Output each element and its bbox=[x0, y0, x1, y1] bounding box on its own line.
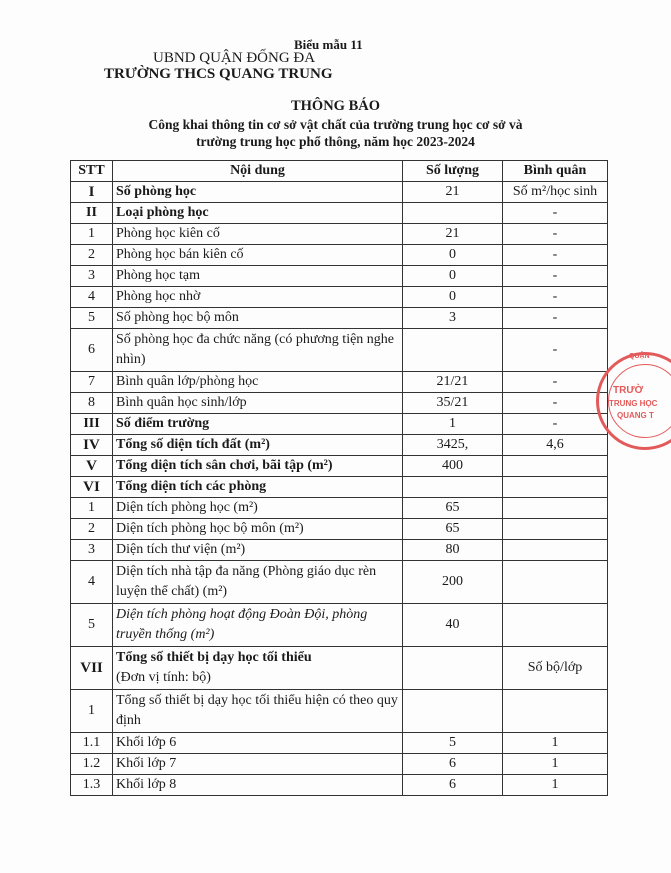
row-average: 1 bbox=[503, 775, 608, 796]
row-stt: 7 bbox=[71, 372, 113, 393]
row-stt: 1 bbox=[71, 224, 113, 245]
row-average: - bbox=[503, 287, 608, 308]
seal-text-line-3: QUANG T bbox=[617, 411, 654, 420]
table-row bbox=[71, 604, 608, 647]
table-row bbox=[71, 372, 608, 393]
district-name: UBND QUẬN ĐỐNG ĐA bbox=[153, 50, 316, 66]
row-average: - bbox=[503, 329, 608, 372]
row-quantity bbox=[403, 329, 503, 372]
row-content: Khối lớp 7 bbox=[113, 754, 403, 775]
row-stt: 4 bbox=[71, 287, 113, 308]
row-stt: VII bbox=[71, 647, 113, 690]
row-quantity: 21 bbox=[403, 224, 503, 245]
row-content: Diện tích nhà tập đa năng (Phòng giáo dục rèn luyện thể chất) (m²) bbox=[113, 561, 403, 604]
table-row bbox=[71, 435, 608, 456]
row-stt: 8 bbox=[71, 393, 113, 414]
row-stt: 3 bbox=[71, 540, 113, 561]
row-content: Diện tích phòng hoạt động Đoàn Đội, phòng truyền thống (m²) bbox=[113, 604, 403, 647]
header-content: Nội dung bbox=[113, 161, 403, 182]
row-average: - bbox=[503, 224, 608, 245]
facilities-table bbox=[70, 160, 608, 796]
row-quantity: 6 bbox=[403, 775, 503, 796]
row-quantity bbox=[403, 690, 503, 733]
row-content: Phòng học nhờ bbox=[113, 287, 403, 308]
row-quantity: 200 bbox=[403, 561, 503, 604]
row-average bbox=[503, 690, 608, 733]
seal-text-line-2: TRUNG HỌC bbox=[609, 399, 658, 408]
row-quantity: 6 bbox=[403, 754, 503, 775]
row-content: Tổng số thiết bị dạy học tối thiểu bbox=[116, 650, 312, 665]
row-average bbox=[503, 540, 608, 561]
row-stt: VI bbox=[71, 477, 113, 498]
row-average bbox=[503, 604, 608, 647]
row-stt: 1.2 bbox=[71, 754, 113, 775]
row-average: 4,6 bbox=[503, 435, 608, 456]
row-content: Phòng học kiên cố bbox=[113, 224, 403, 245]
form-number: Biểu mẫu 11 bbox=[294, 37, 363, 52]
row-content: Số phòng học bộ môn bbox=[113, 308, 403, 329]
row-content: Diện tích phòng học (m²) bbox=[113, 498, 403, 519]
row-content-group bbox=[113, 647, 403, 690]
row-content: Phòng học tạm bbox=[113, 266, 403, 287]
row-quantity: 21/21 bbox=[403, 372, 503, 393]
row-stt: 1.1 bbox=[71, 733, 113, 754]
row-quantity: 3 bbox=[403, 308, 503, 329]
row-average: - bbox=[503, 245, 608, 266]
row-quantity: 40 bbox=[403, 604, 503, 647]
row-content: Tổng diện tích sân chơi, bãi tập (m²) bbox=[113, 456, 403, 477]
row-content: Bình quân lớp/phòng học bbox=[113, 372, 403, 393]
table-row bbox=[71, 498, 608, 519]
row-content: Bình quân học sinh/lớp bbox=[113, 393, 403, 414]
row-average: - bbox=[503, 372, 608, 393]
table-row bbox=[71, 266, 608, 287]
row-quantity bbox=[403, 477, 503, 498]
row-quantity bbox=[403, 647, 503, 690]
row-quantity: 80 bbox=[403, 540, 503, 561]
row-quantity: 0 bbox=[403, 245, 503, 266]
row-average: Số m²/học sinh bbox=[503, 182, 608, 203]
table-row bbox=[71, 775, 608, 796]
row-stt: 2 bbox=[71, 519, 113, 540]
row-stt: 6 bbox=[71, 329, 113, 372]
row-quantity: 21 bbox=[403, 182, 503, 203]
row-stt: II bbox=[71, 203, 113, 224]
row-average bbox=[503, 456, 608, 477]
row-stt: 5 bbox=[71, 308, 113, 329]
row-stt: 5 bbox=[71, 604, 113, 647]
row-average: - bbox=[503, 266, 608, 287]
row-content: Số phòng học đa chức năng (có phương tiện nghe nhìn) bbox=[113, 329, 403, 372]
row-quantity: 65 bbox=[403, 519, 503, 540]
table-row bbox=[71, 182, 608, 203]
row-content: Tổng số diện tích đất (m²) bbox=[113, 435, 403, 456]
table-row bbox=[71, 329, 608, 372]
table-row bbox=[71, 477, 608, 498]
notice-subtitle-line-1: Công khai thông tin cơ sở vật chất của trường trung học cơ sở và bbox=[148, 117, 523, 132]
row-content: Tổng số thiết bị dạy học tối thiểu hiện có theo quy định bbox=[113, 690, 403, 733]
row-average bbox=[503, 477, 608, 498]
row-stt: 4 bbox=[71, 561, 113, 604]
table-row bbox=[71, 754, 608, 775]
table-row bbox=[71, 224, 608, 245]
row-quantity: 35/21 bbox=[403, 393, 503, 414]
table-row bbox=[71, 733, 608, 754]
row-quantity: 400 bbox=[403, 456, 503, 477]
row-stt: IV bbox=[71, 435, 113, 456]
table-row bbox=[71, 540, 608, 561]
row-average: - bbox=[503, 393, 608, 414]
row-stt: I bbox=[71, 182, 113, 203]
row-stt: 3 bbox=[71, 266, 113, 287]
table-row bbox=[71, 690, 608, 733]
table-row bbox=[71, 647, 608, 690]
notice-subtitle bbox=[0, 116, 671, 150]
row-quantity: 5 bbox=[403, 733, 503, 754]
row-content: Diện tích thư viện (m²) bbox=[113, 540, 403, 561]
row-content: Tổng diện tích các phòng bbox=[113, 477, 403, 498]
table-row bbox=[71, 519, 608, 540]
notice-subtitle-line-2: trường trung học phổ thông, năm học 2023-2024 bbox=[196, 134, 475, 149]
row-stt: 1 bbox=[71, 498, 113, 519]
row-stt: 1.3 bbox=[71, 775, 113, 796]
row-average: Số bộ/lớp bbox=[503, 647, 608, 690]
school-name: TRƯỜNG THCS QUANG TRUNG bbox=[104, 66, 333, 82]
row-quantity: 3425, bbox=[403, 435, 503, 456]
table-row bbox=[71, 561, 608, 604]
row-content: Diện tích phòng học bộ môn (m²) bbox=[113, 519, 403, 540]
row-average: - bbox=[503, 308, 608, 329]
row-average: - bbox=[503, 414, 608, 435]
notice-title: THÔNG BÁO bbox=[290, 98, 381, 114]
row-quantity: 65 bbox=[403, 498, 503, 519]
row-quantity: 1 bbox=[403, 414, 503, 435]
table-row bbox=[71, 456, 608, 477]
row-average bbox=[503, 498, 608, 519]
table-row bbox=[71, 245, 608, 266]
header-average: Bình quân bbox=[503, 161, 608, 182]
table-row bbox=[71, 287, 608, 308]
header-stt: STT bbox=[71, 161, 113, 182]
row-content: Khối lớp 6 bbox=[113, 733, 403, 754]
row-content: Số phòng học bbox=[113, 182, 403, 203]
table-row bbox=[71, 308, 608, 329]
row-average bbox=[503, 519, 608, 540]
row-average: 1 bbox=[503, 754, 608, 775]
row-stt: III bbox=[71, 414, 113, 435]
row-average: 1 bbox=[503, 733, 608, 754]
row-content: Khối lớp 8 bbox=[113, 775, 403, 796]
header-quantity: Số lượng bbox=[403, 161, 503, 182]
seal-arc-text: QUẬN bbox=[629, 353, 650, 360]
row-quantity: 0 bbox=[403, 266, 503, 287]
table-row bbox=[71, 414, 608, 435]
row-stt: V bbox=[71, 456, 113, 477]
row-average: - bbox=[503, 203, 608, 224]
row-quantity: 0 bbox=[403, 287, 503, 308]
row-content: Số điểm trường bbox=[113, 414, 403, 435]
seal-text-line-1: TRƯỜ bbox=[613, 385, 644, 396]
row-quantity bbox=[403, 203, 503, 224]
row-content: Phòng học bán kiên cố bbox=[113, 245, 403, 266]
table-row bbox=[71, 203, 608, 224]
row-stt: 1 bbox=[71, 690, 113, 733]
row-stt: 2 bbox=[71, 245, 113, 266]
row-content-unit: (Đơn vị tính: bộ) bbox=[116, 670, 211, 685]
row-average bbox=[503, 561, 608, 604]
row-content: Loại phòng học bbox=[113, 203, 403, 224]
table-row bbox=[71, 393, 608, 414]
table-header-row bbox=[71, 161, 608, 182]
